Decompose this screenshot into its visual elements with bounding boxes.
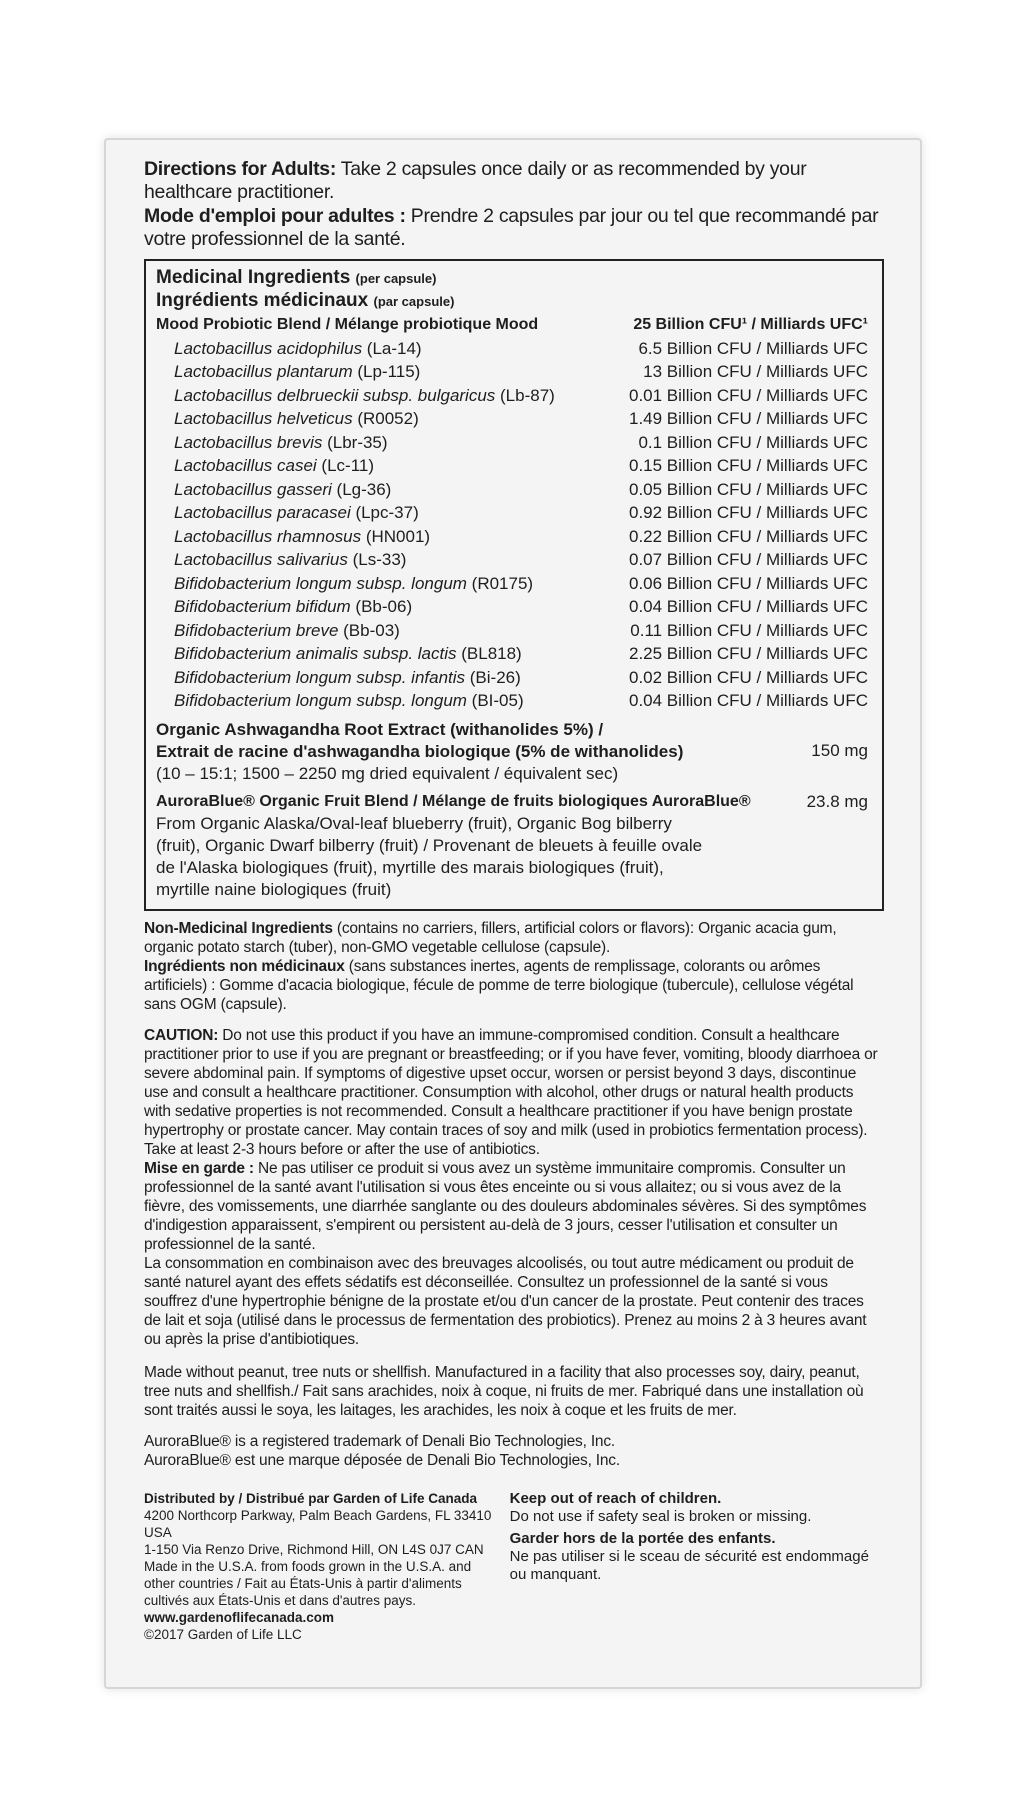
strain-amount: 0.05 Billion CFU / Milliards UFC xyxy=(629,479,868,499)
strain-amount: 13 Billion CFU / Milliards UFC xyxy=(643,362,868,381)
label-content xyxy=(144,158,884,1643)
medicinal-title-fr: Ingrédients médicinaux (par capsule) xyxy=(156,290,455,311)
strain-name: Bifidobacterium bifidum (Bb-06) xyxy=(174,597,413,616)
label-panel xyxy=(104,138,922,1689)
ashwagandha-amount: 150 mg xyxy=(811,740,868,760)
strain-name: Bifidobacterium longum subsp. longum (BI-05) xyxy=(174,691,524,710)
strain-amount: 6.5 Billion CFU / Milliards UFC xyxy=(638,338,868,358)
strain-amount: 0.07 Billion CFU / Milliards UFC xyxy=(629,550,868,569)
strain-name: Lactobacillus brevis (Lbr-35) xyxy=(174,432,388,452)
strain-name: Lactobacillus helveticus (R0052) xyxy=(174,409,419,428)
caution-section: CAUTION: Do not use this product if you have an immune-compromised condition. Consult a healthcare practitioner prior to use if you are pregnant or breastfeeding; or if you have fever, vomiting, bloody diarrhoea or severe abdominal pain. If symptoms of digestive upset occur, worsen or persist beyond 3 days, discontinue use and consult a healthcare practitioner. Consumption with alcohol, other drugs or natural health products with sedative properties is not recommended. Consult a healthcare practitioner if you have benign prostate hypertrophy or prostate cancer. May contain traces of soy and milk (used in probiotics fermentation process). Take at least 2-3 hours before or after the use of antibiotics. Mise en garde : Ne pas utiliser ce produit si vous avez un système immunitaire compromis. Consulter un professionnel de la santé avant l'utilisation si vous êtes enceinte ou si vous allaitez; ou si vous avez de la fièvre, des vomissements, une diarrhée sanglante ou des douleurs abdominales sévères. Si des symptômes d'indigestion apparaissent, s'empirent ou persistent au-delà de 3 jours, cesser l'utilisation et consulter un professionnel de la santé. La consommation en combinaison avec des breuvages alcoolisés, ou tout autre médicament ou produit de santé naturel ayant des effets sédatifs est déconseillée. Consultez un professionnel de la santé si vous souffrez d'une hypertrophie bénigne de la prostate et/ou d'un cancer de la prostate. Peut contenir des traces de lait et soja (utilisé dans le processus de fermentation des probiotics). Prenez au moins 2 à 3 heures avant ou après la prise d'antibiotiques. xyxy=(144,1026,878,1348)
strain-amount: 0.15 Billion CFU / Milliards UFC xyxy=(629,456,868,475)
website-link: www.gardenoflifecanada.com xyxy=(144,1609,335,1625)
strain-amount: 0.92 Billion CFU / Milliards UFC xyxy=(629,503,868,522)
fruit-blend-heading: AuroraBlue® Organic Fruit Blend / Mélange de fruits biologiques AuroraBlue® 23.8 mg xyxy=(156,791,868,811)
directions-en: Directions for Adults: Take 2 capsules once daily or as recommended by your healthcare practitioner. xyxy=(144,158,807,203)
medicinal-title-en: Medicinal Ingredients (per capsule) xyxy=(156,267,437,288)
strain-amount: 0.06 Billion CFU / Milliards UFC xyxy=(629,573,868,593)
trademark-notice: AuroraBlue® is a registered trademark of Denali Bio Technologies, Inc. AuroraBlue® est une marque déposée de Denali Bio Technologies, Inc. xyxy=(144,1432,620,1469)
probiotic-blend-row: Mood Probiotic Blend / Mélange probiotique Mood 25 Billion CFU¹ / Milliards UFC¹ xyxy=(156,316,868,333)
non-medicinal-ingredients: Non-Medicinal Ingredients (contains no carriers, fillers, artificial colors or flavors): Organic acacia gum, organic potato starch (tuber), non-GMO vegetable cellulose (capsule). Ingrédients non médicinaux (sans substances inertes, agents de remplissage, colorants ou arômes artificiels) : Gomme d'acacia biologique, fécule de pomme de terre biologique (tubercule), cellulose végétal sans OGM (capsule). xyxy=(144,919,854,1013)
strain-list xyxy=(156,337,868,713)
strain-name: Bifidobacterium longum subsp. longum (R0175) xyxy=(174,573,534,593)
strain-row xyxy=(156,689,868,713)
strain-name: Lactobacillus rhamnosus (HN001) xyxy=(174,526,431,546)
strain-row xyxy=(156,642,868,666)
strain-amount: 0.04 Billion CFU / Milliards UFC xyxy=(629,691,868,710)
directions xyxy=(144,158,884,251)
strain-amount: 0.22 Billion CFU / Milliards UFC xyxy=(629,526,868,546)
strain-row xyxy=(156,478,868,502)
strain-name: Lactobacillus casei (Lc-11) xyxy=(174,456,375,475)
strain-row xyxy=(156,619,868,643)
strain-row xyxy=(156,501,868,525)
strain-name: Lactobacillus delbrueckii subsp. bulgaricus (Lb-87) xyxy=(174,385,555,405)
strain-amount: 0.02 Billion CFU / Milliards UFC xyxy=(629,667,868,687)
strain-name: Bifidobacterium longum subsp. infantis (Bi-26) xyxy=(174,667,521,687)
strain-row xyxy=(156,666,868,690)
strain-row xyxy=(156,407,868,431)
ashwagandha-entry: Organic Ashwagandha Root Extract (withanolides 5%) / Extrait de racine d'ashwagandha biologique (5% de withanolides) (10 – 15:1; 1500 – 2250 mg dried equivalent / équivalent sec) 150 mg xyxy=(156,719,868,783)
strain-row xyxy=(156,595,868,619)
strain-name: Lactobacillus plantarum (Lp-115) xyxy=(174,362,421,381)
strain-name: Lactobacillus gasseri (Lg-36) xyxy=(174,479,392,499)
footer xyxy=(144,1490,884,1643)
strain-amount: 2.25 Billion CFU / Milliards UFC xyxy=(629,644,868,663)
strain-amount: 1.49 Billion CFU / Milliards UFC xyxy=(629,409,868,428)
medicinal-ingredients-box xyxy=(144,259,884,911)
fruit-blend-description: From Organic Alaska/Oval-leaf blueberry (fruit), Organic Bog bilberry (fruit), Organic Dwarf bilberry (fruit) / Provenant de bleuets à feuille ovale de l'Alaska biologiques (fruit), myrtille des marais biologiques (fruit), myrtille naine biologiques (fruit) xyxy=(156,813,703,899)
strain-row xyxy=(156,337,868,361)
strain-row xyxy=(156,525,868,549)
distributor-info: Distributed by / Distribué par Garden of Life Canada 4200 Northcorp Parkway, Palm Beach Gardens, FL 33410 USA 1-150 Via Renzo Drive, Richmond Hill, ON L4S 0J7 CAN Made in the U.S.A. from foods grown in the U.S.A. and other countries / Fait au États-Unis à partir d'aliments cultivés aux États-Unis et dans d'autres pays. www.gardenoflifecanada.com ©2017 Garden of Life LLC xyxy=(144,1490,492,1642)
strain-amount: 0.11 Billion CFU / Milliards UFC xyxy=(630,620,868,640)
strain-row xyxy=(156,572,868,596)
strain-name: Bifidobacterium breve (Bb-03) xyxy=(174,620,400,640)
strain-name: Bifidobacterium animalis subsp. lactis (BL818) xyxy=(174,644,522,663)
strain-amount: 0.04 Billion CFU / Milliards UFC xyxy=(629,597,868,616)
directions-fr: Mode d'emploi pour adultes : Prendre 2 capsules par jour ou tel que recommandé par votre professionnel de la santé. xyxy=(144,205,879,250)
strain-row xyxy=(156,431,868,455)
strain-name: Lactobacillus acidophilus (La-14) xyxy=(174,338,422,358)
strain-row xyxy=(156,360,868,384)
strain-name: Lactobacillus salivarius (Ls-33) xyxy=(174,550,407,569)
strain-row xyxy=(156,548,868,572)
strain-name: Lactobacillus paracasei (Lpc-37) xyxy=(174,503,419,522)
strain-row xyxy=(156,384,868,408)
fruit-blend-amount: 23.8 mg xyxy=(806,791,868,811)
safety-warning: Keep out of reach of children. Do not use if safety seal is broken or missing. Garder hors de la portée des enfants. Ne pas utiliser si le sceau de sécurité est endommagé ou manquant. xyxy=(509,1489,869,1583)
strain-amount: 0.01 Billion CFU / Milliards UFC xyxy=(629,385,868,405)
strain-row xyxy=(156,454,868,478)
strain-amount: 0.1 Billion CFU / Milliards UFC xyxy=(638,432,868,452)
allergen-statement: Made without peanut, tree nuts or shellfish. Manufactured in a facility that also processes soy, dairy, peanut, tree nuts and shellfish./ Fait sans arachides, noix à coque, ni fruits de mer. Fabriqué dans une installation où sont traités aussi le soya, les laitages, les arachides, les noix à coque et les fruits de mer. xyxy=(144,1363,864,1419)
